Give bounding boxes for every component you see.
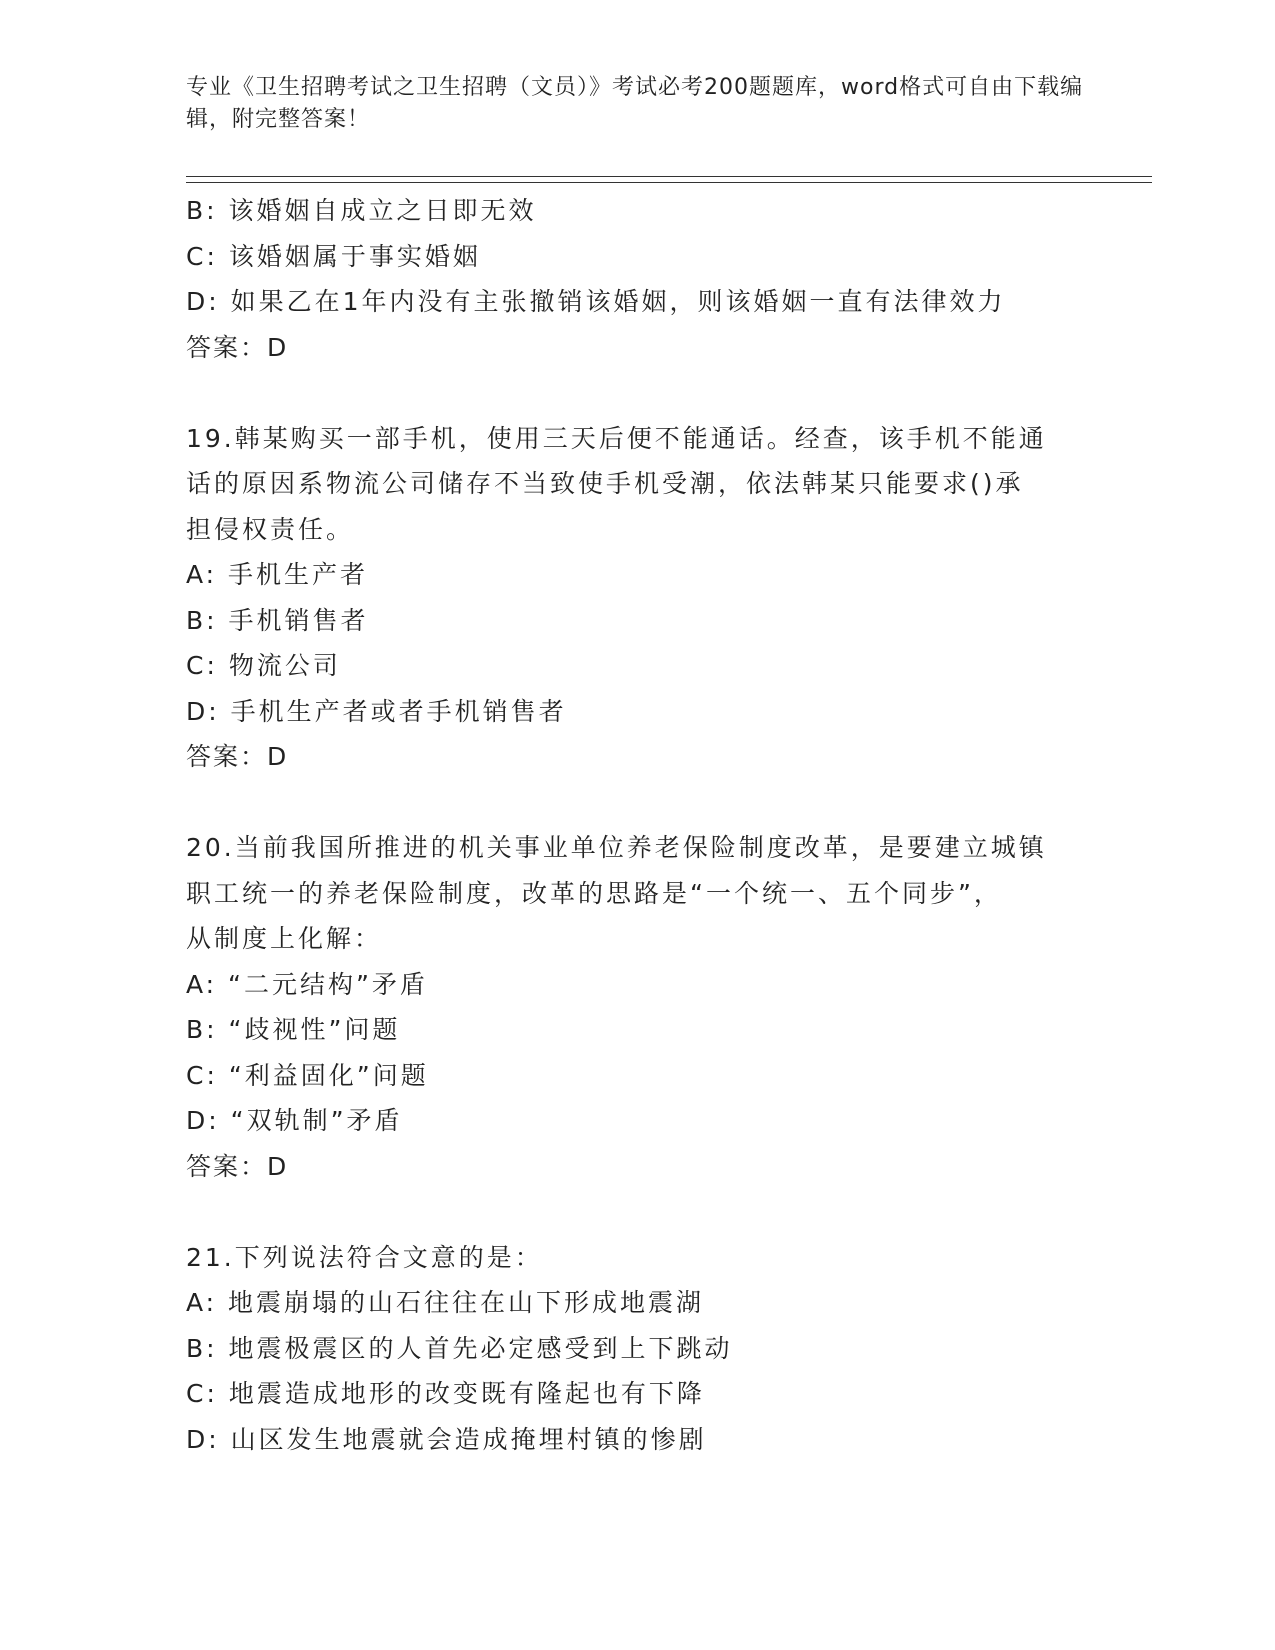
option-b: B: 该婚姻自成立之日即无效 [186,196,537,225]
question-19 [186,416,1086,780]
option-b: B: 手机销售者 [186,605,369,635]
spacer [186,370,1086,416]
option-a: A: 地震崩塌的山石往往在山下形成地震湖 [186,1288,705,1317]
answer: 答案：D [186,332,289,362]
question-stem-line: 21.下列说法符合文意的是： [186,1242,543,1272]
answer: 答案：D [186,1151,289,1181]
question-stem-line: 从制度上化解： [186,924,383,953]
spacer [186,780,1086,826]
option-d: D: 如果乙在1年内没有主张撤销该婚姻，则该婚姻一直有法律效力 [186,287,1006,316]
document-header: 专业《卫生招聘考试之卫生招聘（文员）》考试必考200题题库，word格式可自由下载编辑，附完整答案！ [186,75,1084,132]
answer: 答案：D [186,742,289,771]
option-c: C: 物流公司 [186,651,341,680]
option-a: A: 手机生产者 [186,560,369,589]
question-stem-line: 职工统一的养老保险制度，改革的思路是“一个统一、五个同步”， [186,878,1002,908]
question-stem-line: 担侵权责任。 [186,514,355,544]
question-20 [186,825,1086,1189]
option-c: C: 地震造成地形的改变既有隆起也有下降 [186,1379,705,1408]
question-21 [186,1235,1086,1463]
spacer [186,1189,1086,1235]
document-body [186,188,1086,1462]
option-d: D: 山区发生地震就会造成掩埋村镇的惨剧 [186,1424,707,1454]
option-b: B: 地震极震区的人首先必定感受到上下跳动 [186,1333,733,1363]
question-stem-line: 19.韩某购买一部手机，使用三天后便不能通话。经查，该手机不能通 [186,423,1047,453]
question-stem-line: 20.当前我国所推进的机关事业单位养老保险制度改革，是要建立城镇 [186,833,1047,862]
header-rule-bottom [186,182,1152,183]
option-a: A: “二元结构”矛盾 [186,969,428,999]
header-rule-top [186,176,1152,177]
option-b: B: “歧视性”问题 [186,1015,401,1044]
option-d: D: 手机生产者或者手机销售者 [186,696,567,726]
option-c: C: “利益固化”问题 [186,1060,429,1090]
question-stem-line: 话的原因系物流公司储存不当致使手机受潮，依法韩某只能要求()承 [186,469,1024,498]
carryover-question [186,188,1086,370]
option-d: D: “双轨制”矛盾 [186,1106,403,1135]
option-c: C: 该婚姻属于事实婚姻 [186,241,481,271]
